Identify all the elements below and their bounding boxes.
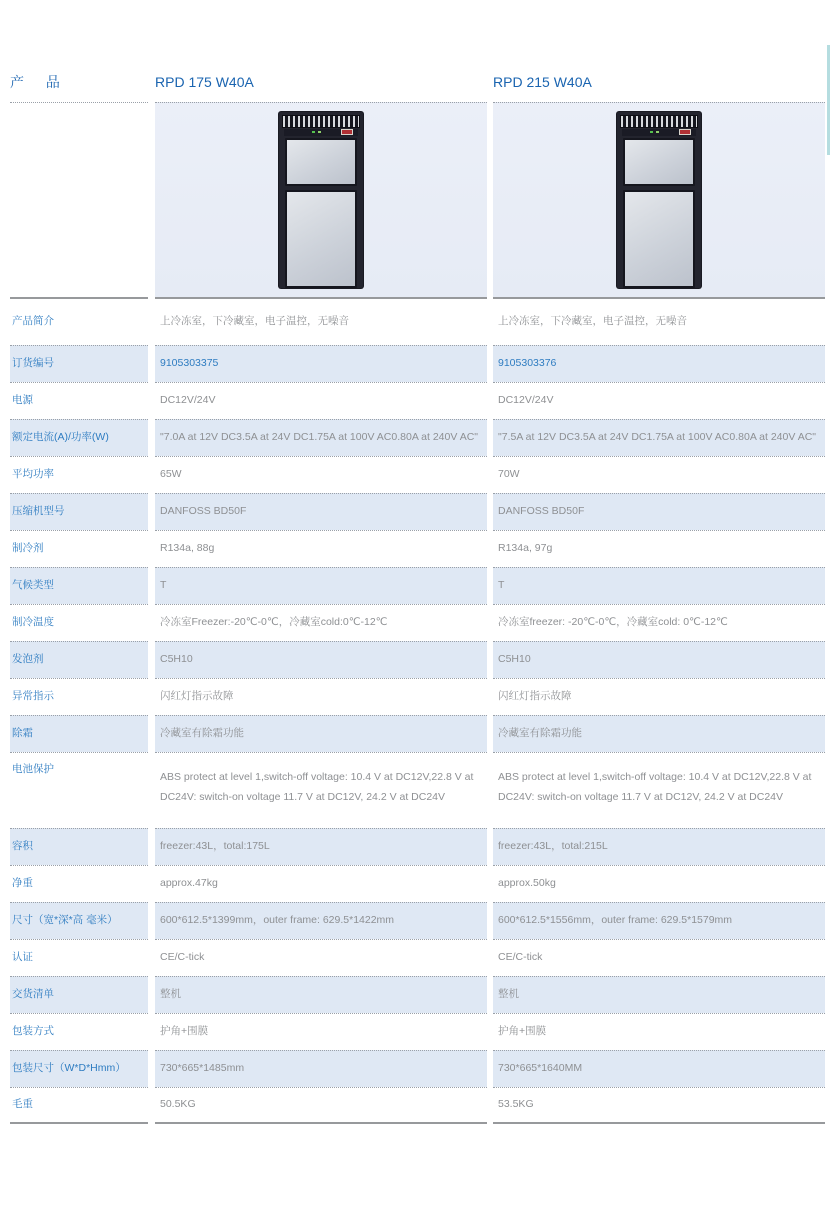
column-gutter xyxy=(148,939,155,976)
fridge-control-panel xyxy=(284,129,358,136)
spec-row xyxy=(10,678,825,715)
column-gutter xyxy=(148,567,155,604)
spec-label: 尺寸（宽*深*高 毫米） xyxy=(10,902,148,939)
refrigerator-icon xyxy=(617,112,701,288)
spec-row xyxy=(10,530,825,567)
spec-value: 9105303376 xyxy=(493,345,825,382)
spec-value: C5H10 xyxy=(155,641,487,678)
column-gutter xyxy=(148,902,155,939)
spec-row xyxy=(10,715,825,752)
spec-value: approx.50kg xyxy=(493,865,825,902)
fridge-door xyxy=(623,190,695,288)
spec-row xyxy=(10,419,825,456)
spec-value: 730*665*1640MM xyxy=(493,1050,825,1087)
spec-value: 冷冻室freezer: -20℃-0℃，冷藏室cold: 0℃-12℃ xyxy=(493,604,825,641)
column-gutter xyxy=(148,641,155,678)
spec-label: 产品简介 xyxy=(12,315,54,328)
spec-value: 9105303375 xyxy=(155,345,487,382)
spec-value: 65W xyxy=(155,456,487,493)
spec-row xyxy=(10,865,825,902)
spec-value: CE/C-tick xyxy=(155,939,487,976)
spec-row xyxy=(10,382,825,419)
spec-label: 订货编号 xyxy=(10,345,148,382)
spec-value: 整机 xyxy=(493,976,825,1013)
spec-value: 护角+围膜 xyxy=(493,1013,825,1050)
spec-value: 冷冻室Freezer:-20℃-0℃，冷藏室cold:0℃-12℃ xyxy=(155,604,487,641)
column-gutter xyxy=(148,456,155,493)
spec-value: R134a, 88g xyxy=(155,530,487,567)
freezer-door xyxy=(285,138,357,186)
model-title-rpd215: RPD 215 W40A xyxy=(493,73,592,90)
spec-label: 气候类型 xyxy=(10,567,148,604)
spec-row xyxy=(10,902,825,939)
spec-value: 730*665*1485mm xyxy=(155,1050,487,1087)
spec-value: 600*612.5*1399mm，outer frame: 629.5*1422mm xyxy=(155,902,487,939)
spec-value: 上冷冻室，下冷藏室，电子温控，无噪音 xyxy=(498,315,687,328)
spec-value: 70W xyxy=(493,456,825,493)
spec-value: 上冷冻室，下冷藏室，电子温控，无噪音 xyxy=(160,315,349,328)
spec-value: R134a, 97g xyxy=(493,530,825,567)
spec-sheet-page xyxy=(10,0,825,1124)
spec-value: DC12V/24V xyxy=(493,382,825,419)
spec-value: freezer:43L，total:175L xyxy=(155,828,487,865)
column-gutter xyxy=(148,752,155,828)
fridge-vent-grille xyxy=(282,115,360,128)
spec-value: freezer:43L，total:215L xyxy=(493,828,825,865)
column-gutter xyxy=(148,382,155,419)
spec-value: ABS protect at level 1,switch-off voltage: 10.4 V at DC12V,22.8 V at DC24V: switch-on voltage 11.7 V at DC12V, 24.2 V at DC24V xyxy=(155,752,487,828)
spec-value: T xyxy=(493,567,825,604)
fridge-door xyxy=(285,190,357,288)
header-row xyxy=(10,62,825,90)
spec-label: 包装尺寸（W*D*Hmm） xyxy=(10,1050,148,1087)
spec-label: 认证 xyxy=(10,939,148,976)
spec-label: 毛重 xyxy=(10,1087,148,1124)
spec-value: 600*612.5*1556mm，outer frame: 629.5*1579mm xyxy=(493,902,825,939)
product-image-rpd215 xyxy=(493,102,825,299)
spec-row xyxy=(10,1050,825,1087)
spec-value: 闪红灯指示故障 xyxy=(493,678,825,715)
column-gutter xyxy=(148,604,155,641)
spec-value: 护角+围膜 xyxy=(155,1013,487,1050)
column-gutter xyxy=(148,299,155,345)
spec-row xyxy=(10,345,825,382)
led-indicator-icon xyxy=(312,131,315,133)
spec-value: approx.47kg xyxy=(155,865,487,902)
spec-value: "7.0A at 12V DC3.5A at 24V DC1.75A at 100V AC0.80A at 240V AC" xyxy=(155,419,487,456)
spec-table xyxy=(10,299,825,1124)
product-image-rpd175 xyxy=(155,102,487,299)
spec-label: 电源 xyxy=(10,382,148,419)
spec-row xyxy=(10,976,825,1013)
spec-row xyxy=(10,456,825,493)
column-gutter xyxy=(148,1013,155,1050)
column-gutter xyxy=(148,419,155,456)
column-gutter xyxy=(148,976,155,1013)
image-row-label-spacer xyxy=(10,102,148,299)
spec-label: 异常指示 xyxy=(10,678,148,715)
spec-label: 净重 xyxy=(10,865,148,902)
column-gutter xyxy=(148,102,155,299)
spec-value: DANFOSS BD50F xyxy=(155,493,487,530)
spec-row xyxy=(10,567,825,604)
spec-label: 压缩机型号 xyxy=(10,493,148,530)
model-title-rpd175: RPD 175 W40A xyxy=(155,73,254,90)
column-gutter xyxy=(148,1050,155,1087)
column-gutter xyxy=(148,493,155,530)
spec-label: 发泡剂 xyxy=(10,641,148,678)
spec-value: T xyxy=(155,567,487,604)
refrigerator-icon xyxy=(279,112,363,288)
product-column-heading: 产 品 xyxy=(10,73,69,90)
freezer-door xyxy=(623,138,695,186)
brand-badge-icon xyxy=(680,130,690,134)
spec-label: 除霜 xyxy=(10,715,148,752)
spec-label: 额定电流(A)/功率(W) xyxy=(10,419,148,456)
spec-label: 平均功率 xyxy=(10,456,148,493)
spec-value: 闪红灯指示故障 xyxy=(155,678,487,715)
spec-label: 制冷剂 xyxy=(10,530,148,567)
spec-value: ABS protect at level 1,switch-off voltage: 10.4 V at DC12V,22.8 V at DC24V: switch-on voltage 11.7 V at DC12V, 24.2 V at DC24V xyxy=(493,752,825,828)
column-gutter xyxy=(148,828,155,865)
spec-row xyxy=(10,828,825,865)
spec-label: 交货清单 xyxy=(10,976,148,1013)
spec-value: 整机 xyxy=(155,976,487,1013)
spec-row xyxy=(10,1087,825,1124)
spec-value: DANFOSS BD50F xyxy=(493,493,825,530)
spec-row xyxy=(10,1013,825,1050)
column-gutter xyxy=(148,530,155,567)
spec-value: 冷藏室有除霜功能 xyxy=(155,715,487,752)
spec-row xyxy=(10,604,825,641)
fridge-vent-grille xyxy=(620,115,698,128)
spec-row xyxy=(10,493,825,530)
led-indicator-icon xyxy=(650,131,653,133)
column-gutter xyxy=(148,678,155,715)
spec-value: C5H10 xyxy=(493,641,825,678)
spec-row xyxy=(10,939,825,976)
column-gutter xyxy=(148,865,155,902)
spec-value: 53.5KG xyxy=(493,1087,825,1124)
spec-value: CE/C-tick xyxy=(493,939,825,976)
column-gutter xyxy=(148,1087,155,1124)
column-gutter xyxy=(148,345,155,382)
spec-label: 容积 xyxy=(10,828,148,865)
spec-row xyxy=(10,299,825,345)
spec-row xyxy=(10,641,825,678)
spec-label: 电池保护 xyxy=(10,752,148,828)
spec-value: 50.5KG xyxy=(155,1087,487,1124)
column-gutter xyxy=(148,715,155,752)
spec-row xyxy=(10,752,825,828)
brand-badge-icon xyxy=(342,130,352,134)
fridge-control-panel xyxy=(622,129,696,136)
spec-label: 制冷温度 xyxy=(10,604,148,641)
spec-value: DC12V/24V xyxy=(155,382,487,419)
spec-value: 冷藏室有除霜功能 xyxy=(493,715,825,752)
spec-label: 包装方式 xyxy=(10,1013,148,1050)
product-image-row xyxy=(10,102,825,299)
spec-value: "7.5A at 12V DC3.5A at 24V DC1.75A at 100V AC0.80A at 240V AC" xyxy=(493,419,825,456)
